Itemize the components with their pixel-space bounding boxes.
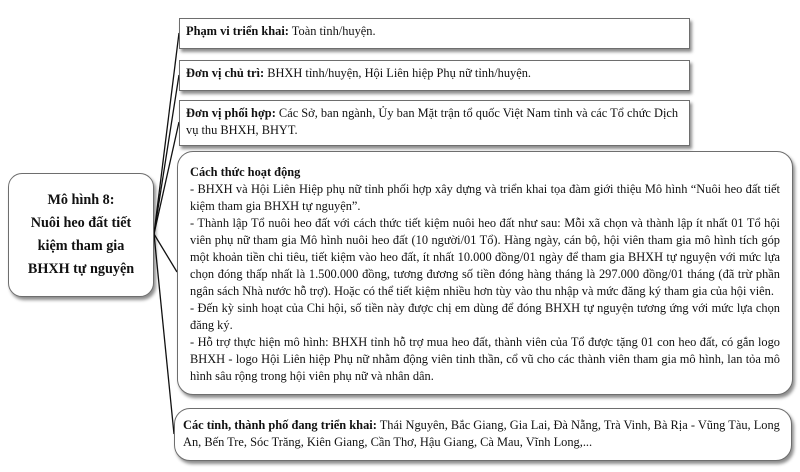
connector-line (154, 33, 179, 234)
root-node (8, 173, 154, 297)
branch-text: Các Sở, ban ngành, Ủy ban Mặt trận tổ quốc Việt Nam tỉnh và các Tổ chức Dịch vụ thu BHXH, BHYT. (186, 106, 679, 137)
operation-paragraph: - Đến kỳ sinh hoạt của Chi hội, số tiền này được chị em dùng để đóng BHXH tự nguyện tương ứng với mức lựa chọn đăng ký. (190, 301, 780, 332)
branch-label: Phạm vi triển khai: (186, 24, 289, 38)
branch-scope (179, 18, 690, 49)
branch-label: Các tỉnh, thành phố đang triển khai: (183, 418, 377, 432)
branch-lead-unit (179, 60, 690, 91)
operation-paragraph: - Hỗ trợ thực hiện mô hình: BHXH tỉnh hỗ trợ mua heo đất, thành viên của Tổ được tặng 01 con heo đất, có gắn logo BHXH - logo Hội Liên hiệp Phụ nữ nhằm động viên tinh thần, cổ vũ cho các thành viên tham gia mô hình, lan tỏa mô hình sâu rộng trong hội viên phụ nữ và nhân dân. (190, 335, 780, 383)
branch-label: Cách thức hoạt động (190, 165, 301, 179)
root-title: Mô hình 8: (47, 192, 115, 208)
branch-provinces (174, 408, 792, 461)
branch-text: Toàn tỉnh/huyện. (288, 24, 376, 38)
branch-text: Thái Nguyên, Bắc Giang, Gia Lai, Đà Nẵng, Trà Vinh, Bà Rịa - Vũng Tàu, Long An, Bến Tre, Sóc Trăng, Kiên Giang, Cần Thơ, Hậu Giang, Cà Mau, Vĩnh Long,... (183, 418, 780, 449)
connector-line (154, 122, 179, 234)
root-subtitle: Nuôi heo đất tiết kiệm tham gia BHXH tự nguyện (27, 215, 135, 277)
branch-label: Đơn vị chủ trì: (186, 66, 265, 80)
branch-label: Đơn vị phối hợp: (186, 106, 276, 120)
branch-operation (177, 151, 793, 395)
operation-paragraph: - BHXH và Hội Liên Hiệp phụ nữ tỉnh phối hợp xây dựng và triển khai tọa đàm giới thiệu Mô hình “Nuôi heo đất tiết kiệm tham gia BHXH tự nguyện”. (190, 182, 780, 213)
branch-partners (179, 100, 690, 146)
connector-line (154, 75, 179, 234)
connector-line (154, 234, 174, 434)
branch-text: BHXH tỉnh/huyện, Hội Liên hiệp Phụ nữ tỉnh/huyện. (264, 66, 532, 80)
operation-paragraph: - Thành lập Tổ nuôi heo đất với cách thức tiết kiệm nuôi heo đất như sau: Mỗi xã chọn và thành lập ít nhất 01 Tổ hội viên phụ nữ tham gia Mô hình nuôi heo đất (10 người/01 Tổ). Hàng ngày, cán bộ, hội viên tham gia mô hình tích góp một khoản tiền chi tiêu, tiết kiệm vào heo đất, ít nhất 10.000 đồng/01 ngày để tham gia BHXH tự nguyện với mức lựa chọn đóng thấp nhất là 1.500.000 đồng, tương đương số tiền đóng hàng tháng là 297.000 đồng/01 tháng (đã trừ phần ngân sách Nhà nước hỗ trợ). Hoặc có thể tiết kiệm nhiều hơn tùy vào thu nhập và mức đăng ký tham gia của hội viên. (190, 216, 780, 298)
